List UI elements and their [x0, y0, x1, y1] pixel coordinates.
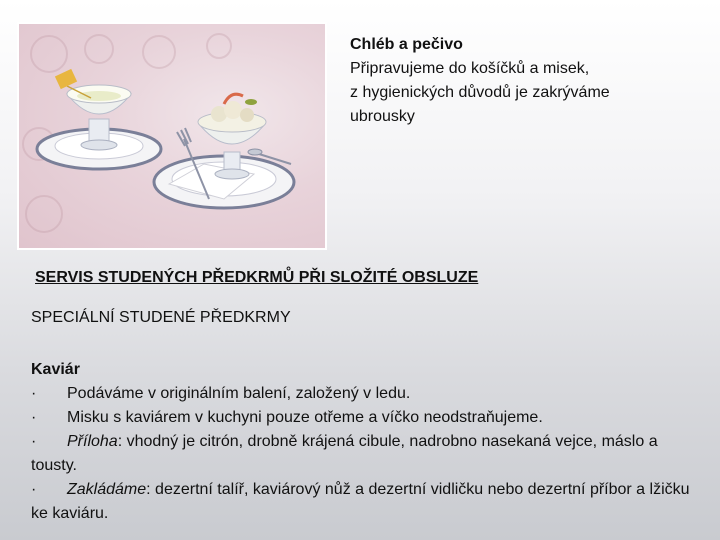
caviar-service-illustration — [19, 24, 325, 248]
caption-line: z hygienických důvodů je zakrýváme — [350, 84, 610, 101]
photo-caption — [350, 33, 690, 129]
list-item-emphasis: Zakládáme — [67, 481, 147, 498]
list-item-emphasis: Příloha — [67, 433, 118, 450]
list-item — [31, 382, 691, 406]
caption-title: Chléb a pečivo — [350, 36, 463, 53]
list-item — [31, 478, 691, 526]
caption-line: ubrousky — [350, 108, 415, 125]
food-photo — [17, 22, 327, 250]
list-item-text: : dezertní talíř, kaviárový nůž a dezertní vidličku nebo dezertní příbor a lžičku ke kaviáru. — [31, 481, 690, 522]
bullet-mark: · — [31, 433, 37, 450]
main-heading: SERVIS STUDENÝCH PŘEDKRMŮ PŘI SLOŽITÉ OBSLUZE — [35, 269, 479, 286]
bullet-mark: · — [31, 385, 37, 402]
list-item-text: Podáváme v originálním balení, založený v ledu. — [67, 385, 411, 402]
list-item-text: : vhodný je citrón, drobně krájená cibule, nadrobno nasekaná vejce, máslo a tousty. — [31, 433, 658, 474]
list-item-text: Misku s kaviárem v kuchyni pouze otřeme a víčko neodstraňujeme. — [67, 409, 543, 426]
section-label: Kaviár — [31, 361, 80, 378]
bullet-mark: · — [31, 481, 37, 498]
bullet-mark: · — [31, 409, 37, 426]
caviar-section — [31, 358, 691, 526]
caption-line: Připravujeme do košíčků a misek, — [350, 60, 590, 77]
list-item — [31, 430, 691, 478]
sub-heading: SPECIÁLNÍ STUDENÉ PŘEDKRMY — [31, 309, 291, 326]
list-item — [31, 406, 691, 430]
